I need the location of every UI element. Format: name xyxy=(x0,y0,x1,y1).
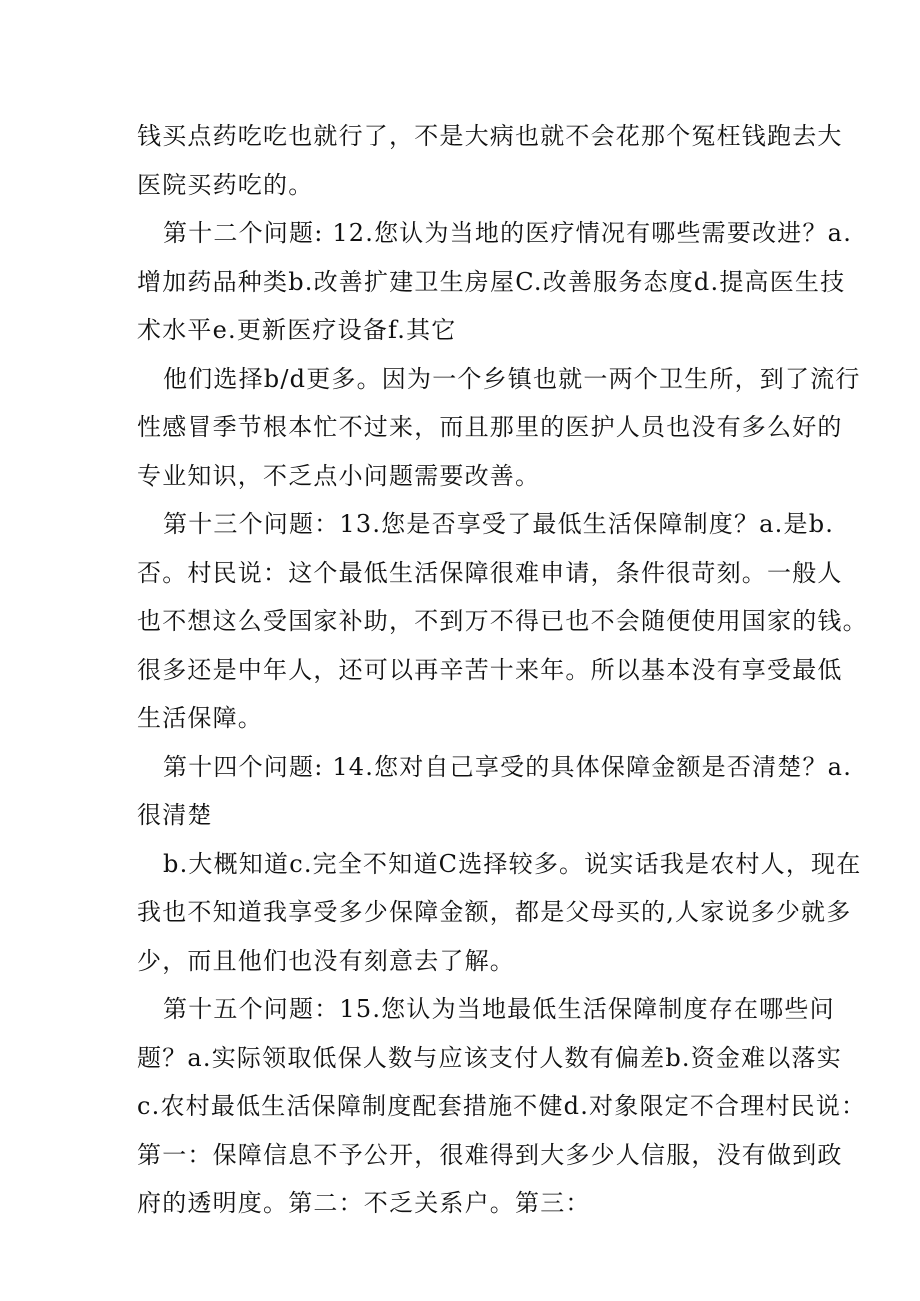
question-14-line: 很清楚 xyxy=(137,801,213,829)
question-12-line: 术水平e.更新医疗设备f.其它 xyxy=(137,316,457,344)
question-13-line: 很多还是中年人，还可以再辛苦十来年。所以基本没有享受最低 xyxy=(137,655,843,684)
question-15-line: 题？a.实际领取低保人数与应该支付人数有偏差b.资金难以落实 xyxy=(137,1043,842,1072)
paragraph-line: 钱买点药吃吃也就行了，不是大病也就不会花那个冤枉钱跑去大 xyxy=(137,122,843,150)
answer-12-line: 性感冒季节根本忙不过来，而且那里的医护人员也没有多么好的 xyxy=(137,413,843,441)
question-12-line: 第十二个问题: 12.您认为当地的医疗情况有哪些需要改进？a. xyxy=(163,219,853,247)
question-12-line: 增加药品种类b.改善扩建卫生房屋C.改善服务态度d.提高医生技 xyxy=(137,267,846,296)
question-13-line: 生活保障。 xyxy=(137,704,263,732)
question-13-line: 也不想这么受国家补助，不到万不得已也不会随便使用国家的钱。 xyxy=(137,607,868,635)
answer-14-line: 我也不知道我享受多少保障金额，都是父母买的,人家说多少就多 xyxy=(137,898,852,926)
document-body xyxy=(137,112,868,1228)
question-14-line: 第十四个问题: 14.您对自己享受的具体保障金额是否清楚？a. xyxy=(163,752,853,781)
answer-12-line: 他们选择b/d更多。因为一个乡镇也就一两个卫生所，到了流行 xyxy=(163,364,861,393)
paragraph-line: 医院买药吃的。 xyxy=(137,170,314,199)
question-13-line: 否。村民说：这个最低生活保障很难申请，条件很苛刻。一般人 xyxy=(137,558,843,587)
question-13-line: 第十三个问题：13.您是否享受了最低生活保障制度？a.是b. xyxy=(163,510,835,538)
question-15-line: 第一：保障信息不予公开，很难得到大多少人信服，没有做到政 xyxy=(137,1140,843,1169)
question-15-line: 第十五个问题：15.您认为当地最低生活保障制度存在哪些问 xyxy=(163,995,835,1023)
answer-12-line: 专业知识，不乏点小问题需要改善。 xyxy=(137,461,541,490)
question-15-line: 府的透明度。第二：不乏关系户。第三： xyxy=(137,1189,591,1217)
answer-14-line: 少，而且他们也没有刻意去了解。 xyxy=(137,946,515,975)
question-15-line: c.农村最低生活保障制度配套措施不健d.对象限定不合理村民说： xyxy=(137,1092,867,1120)
answer-14-line: b.大概知道c.完全不知道C选择较多。说实话我是农村人，现在 xyxy=(163,849,862,878)
